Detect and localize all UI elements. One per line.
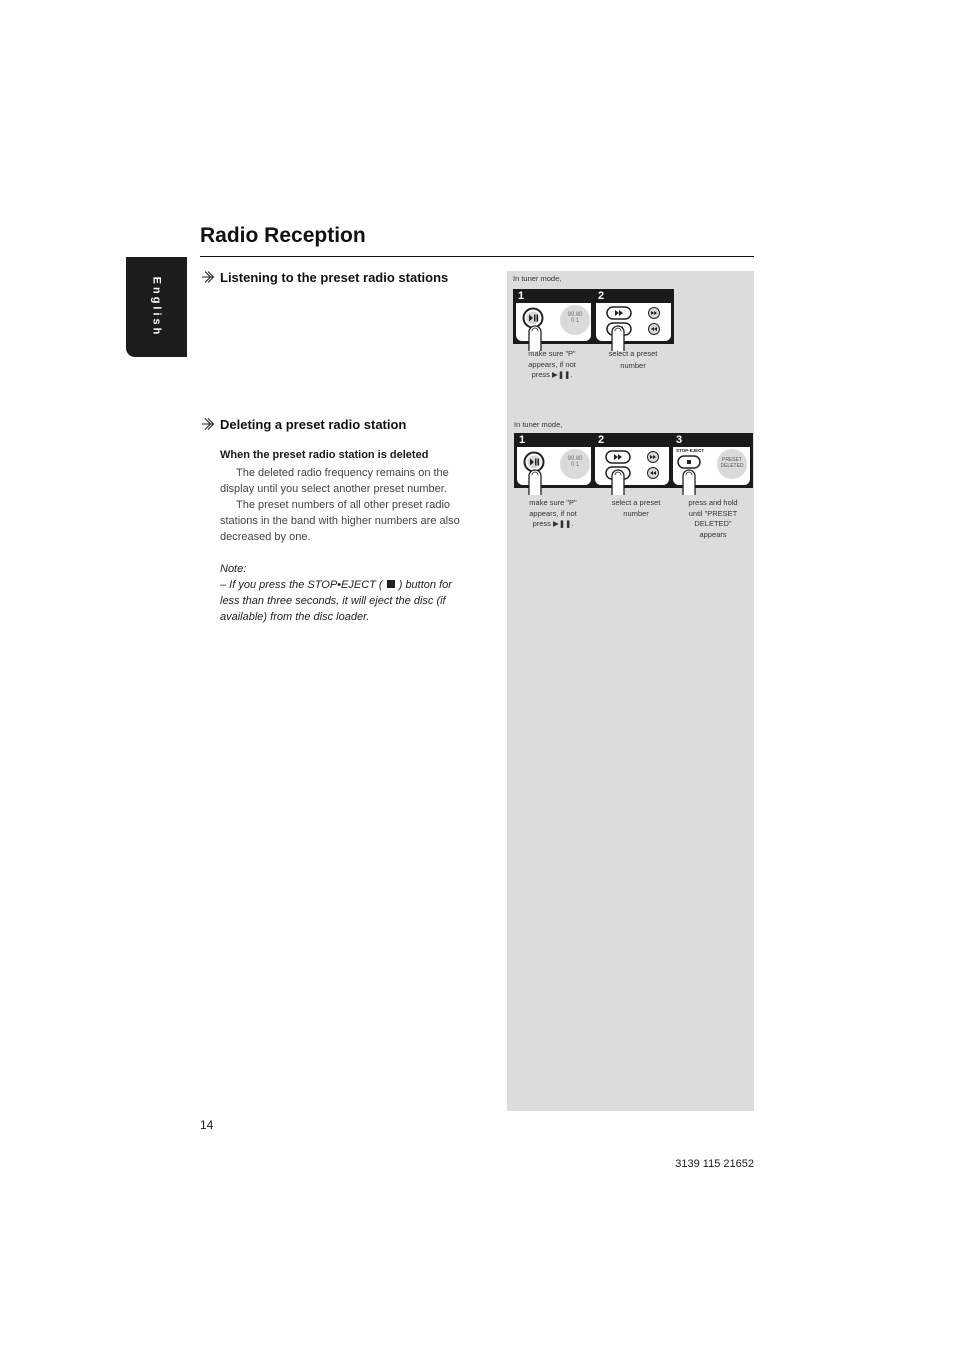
stop-icon <box>387 580 395 588</box>
language-tab <box>126 257 187 357</box>
step-number: 3 <box>676 434 683 446</box>
section-listen-title: Listening to the preset radio stations <box>220 270 449 285</box>
listen-step-1-caption: make sure "P" appears, if not press ▶❚❚. <box>528 349 576 379</box>
finger-icon <box>527 469 543 495</box>
tuner-mode-label: In tuner mode, <box>513 274 562 283</box>
delete-step-1-caption: make sure "P" appears, if not press ▶❚❚. <box>529 498 577 528</box>
section-delete-heading <box>200 416 480 433</box>
language-tab-label: English <box>150 276 163 338</box>
finger-icon <box>610 469 626 495</box>
display-window: 99.80 0 1 <box>560 305 590 335</box>
listen-step-strip <box>513 289 674 344</box>
illustration-panel <box>507 271 754 1111</box>
step-number: 2 <box>598 434 605 446</box>
step-2-panel <box>596 303 671 341</box>
document-code: 3139 115 21652 <box>675 1158 754 1170</box>
page-title: Radio Reception <box>200 224 366 247</box>
subheading: When the preset radio station is deleted <box>220 449 429 461</box>
paragraph-1: The deleted radio frequency remains on the display until you select another preset number. <box>220 467 449 495</box>
step-number: 1 <box>519 434 526 446</box>
delete-step-3-caption: press and hold until "PRESET DELETED" appears <box>688 498 738 539</box>
finger-icon <box>610 325 626 351</box>
page-number: 14 <box>200 1118 214 1132</box>
display-window: 99.80 0 1 <box>560 449 590 479</box>
delete-step-2-caption: select a preset number <box>611 498 661 518</box>
arrow-icon <box>200 269 217 285</box>
stop-eject-button-icon <box>677 455 701 469</box>
finger-icon <box>681 469 697 495</box>
paragraph-2: The preset numbers of all other preset radio stations in the band with higher numbers are also decreased by one. <box>220 499 460 543</box>
step-number: 1 <box>518 290 525 302</box>
delete-step-strip <box>514 433 753 488</box>
note-text: – If you press the STOP•EJECT ( ) button for less than three seconds, it will eject the disc (if available) from the disc loader. <box>220 579 452 623</box>
finger-icon <box>527 325 543 351</box>
stop-eject-label: STOP·EJECT <box>676 448 705 453</box>
section-listen-heading <box>200 269 480 286</box>
tuner-mode-label: In tuner mode, <box>514 420 563 429</box>
section-delete-title: Deleting a preset radio station <box>220 417 407 432</box>
title-rule <box>200 256 754 257</box>
note-label: Note: <box>220 563 247 575</box>
arrow-icon <box>200 416 217 432</box>
listen-step-2-caption: select a preset number <box>608 349 658 370</box>
preset-deleted-display: PRESET DELETED <box>717 449 747 479</box>
step-2-panel <box>595 447 669 485</box>
step-number: 2 <box>598 290 605 302</box>
